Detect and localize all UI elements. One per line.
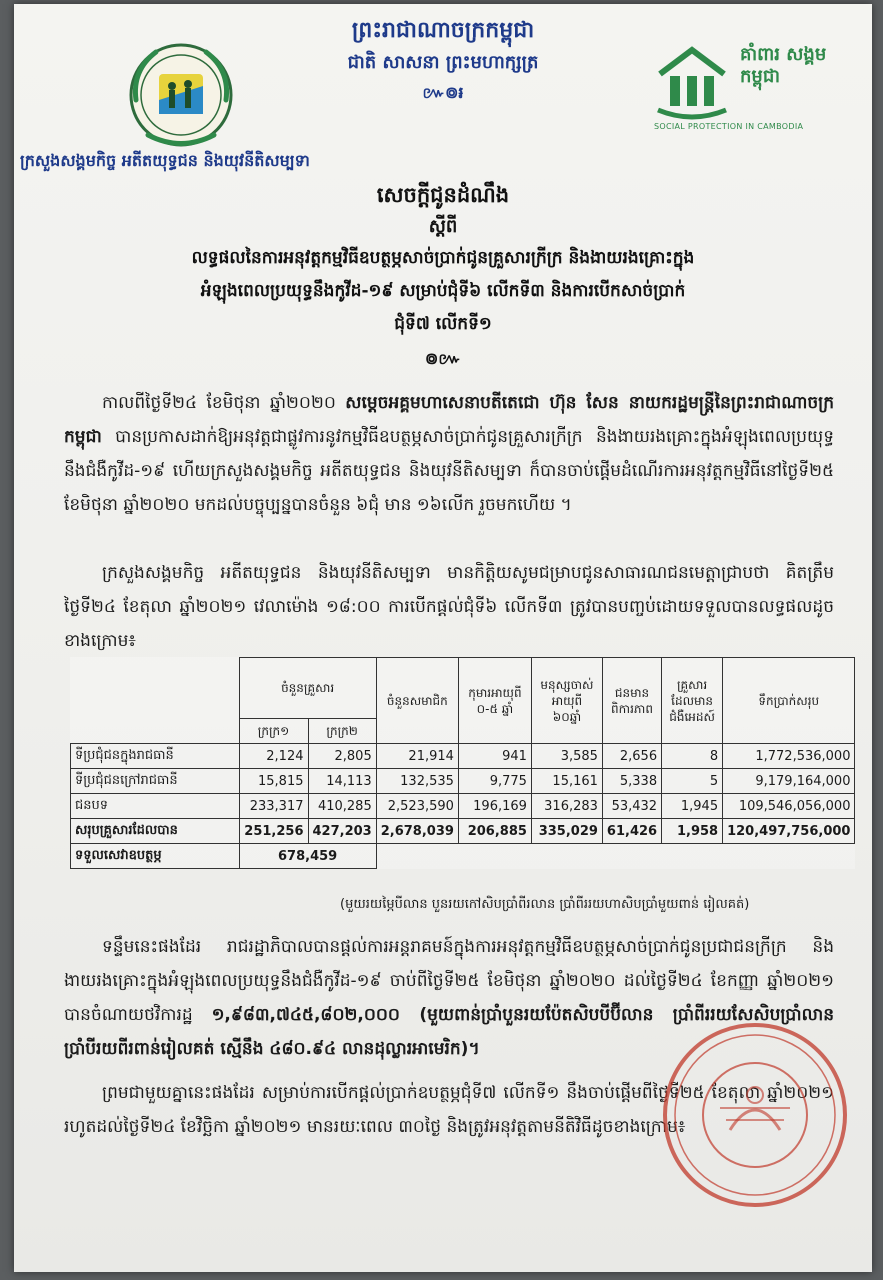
total-row-label: សរុបគ្រួសារដែលបាន — [71, 819, 240, 844]
cell-poor-2: 410,285 — [308, 794, 376, 819]
header-poor-2: ក្រក្រ២ — [308, 719, 376, 744]
intro-date: កាលពីថ្ងៃទី២៤ ខែមិថុនា ឆ្នាំ២០២០ — [102, 393, 346, 413]
cell-poor-2: 14,113 — [308, 769, 376, 794]
spending-text: ទន្ទឹមនេះផងដែរ រាជរដ្ឋាភិបាលបានផ្តល់ការអន្តរាគមន៍ក្នុងការអនុវត្តកម្មវិធីឧបត្ថម្ភសាច់ប្រាក់ជូនប្រជាជនក្រីក្រ និងងាយរងគ្រោះក្នុងអំឡុងពេលប្រយុទ្ធនឹងជំងឺកូវីដ-១៩ ចាប់ពីថ្ងៃទី២៥ ខែមិថុនា ឆ្នាំ២០២០ ដល់ថ្ងៃទី២៤ ខែកញ្ញា ឆ្នាំ២០២១ បានចំណាយថវិការដ្ឋ — [64, 937, 834, 1025]
notice-subject-line-1: លទ្ធផលនៃការអនុវត្តកម្មវិធីឧបត្ថម្ភសាច់ប្រាក់ជូនគ្រួសារក្រីក្រ និងងាយរងគ្រោះក្នុង — [191, 248, 695, 268]
paragraph-intro — [64, 386, 834, 522]
social-protection-logo — [654, 44, 834, 134]
cell-elderly: 15,161 — [531, 769, 602, 794]
cell-children: 206,885 — [458, 819, 531, 844]
results-intro-text: ក្រសួងសង្គមកិច្ច អតីតយុទ្ធជន និងយុវនីតិសម្បទា មានកិត្តិយសូមជម្រាបជូនសាធារណជនមេត្តាជ្រាបថា គិតត្រឹមថ្ងៃទី២៤ ខែតុលា ឆ្នាំ២០២១ វេលាម៉ោង ១៨:០០ ការបើកផ្តល់ជុំទី៦ លើកទី៣ ត្រូវបានបញ្ចប់ដោយទទួលបានលទ្ធផលដូចខាងក្រោម៖ — [64, 563, 834, 651]
cell-total-families: 678,459 — [239, 844, 376, 869]
table-total-row — [71, 819, 855, 844]
intro-prime-minister: សម្តេចអគ្គមហាសេនាបតីតេជោ ហ៊ុន សែន នាយករដ្ឋមន្ត្រីនៃព្រះរាជាណាចក្រកម្ពុជា — [64, 393, 835, 447]
cell-disabled: 53,432 — [602, 794, 661, 819]
notice-subject-label: ស្តីពី — [428, 216, 458, 237]
document-page — [14, 4, 872, 1272]
notice-subject-line-2: អំឡុងពេលប្រយុទ្ធនឹងកូវីដ-១៩ សម្រាប់ជុំទី៦ លើកទី៣ និងការបើកសាច់ប្រាក់ — [200, 281, 686, 301]
table-header-row — [71, 658, 855, 719]
cell-disabled: 61,426 — [602, 819, 661, 844]
header-total-money: ទឹកប្រាក់សរុប — [723, 658, 855, 744]
header-poor-1: ក្រក្រ១ — [239, 719, 308, 744]
cell-poor-1: 2,124 — [239, 744, 308, 769]
spending-amount: ១,៩៨៣,៧៤៥,៨០២,០០០ (មួយពាន់ប្រាំបួនរយប៉ែតសិបបីប៊ីលាន ប្រាំពីររយសែសិបប្រាំលាន ប្រាំបីរយពីរពាន់រៀលគត់ ស្មើនឹង ៤៨០.៩៤ លានដុល្លារអាមេរិក)។ — [64, 1005, 834, 1059]
cell-poor-1: 251,256 — [239, 819, 308, 844]
table-total-families-row — [71, 844, 855, 869]
cell-elderly: 335,029 — [531, 819, 602, 844]
paragraph-results-intro — [64, 556, 834, 658]
social-protection-house-icon — [654, 44, 730, 120]
cell-hiv: 8 — [662, 744, 723, 769]
cell-disabled: 2,656 — [602, 744, 661, 769]
cell-children: 196,169 — [458, 794, 531, 819]
table-corner-cell — [71, 658, 240, 744]
title-ornament: ៙៚ — [425, 349, 461, 368]
cell-elderly: 3,585 — [531, 744, 602, 769]
cell-elderly: 316,283 — [531, 794, 602, 819]
notice-title: សេចក្តីជូនដំណឹង — [376, 183, 510, 207]
official-seal-icon — [660, 1020, 850, 1210]
cell-hiv: 1,958 — [662, 819, 723, 844]
row-label: ទីប្រជុំជនក្នុងរាជធានី — [71, 744, 240, 769]
notice-subject-line-3: ជុំទី៧ លើកទី១ — [394, 314, 492, 334]
cell-hiv: 1,945 — [662, 794, 723, 819]
kingdom-name: ព្រះរាជាណាចក្រកម្ពុជា — [351, 18, 535, 43]
cell-members: 132,535 — [376, 769, 458, 794]
table-empty-cell — [376, 844, 855, 869]
header-hiv: គ្រួសារដែលមានជំងឺអេដស៍ — [662, 658, 723, 744]
intro-body: បានប្រកាសដាក់ឱ្យអនុវត្តជាផ្លូវការនូវកម្មវិធីឧបត្ថម្ភសាច់ប្រាក់ជូនគ្រួសារក្រីក្រ និងងាយរងគ្រោះក្នុងអំឡុងពេលប្រយុទ្ធនឹងជំងឺកូវីដ-១៩ ហើយក្រសួងសង្គមកិច្ច អតីតយុទ្ធជន និងយុវនីតិសម្បទា ក៏បានចាប់ផ្តើមដំណើរការអនុវត្តកម្មវិធីនៅថ្ងៃទី២៥ ខែមិថុនា ឆ្នាំ២០២០ មកដល់បច្ចុប្បន្នបានចំនួន ៦ជុំ មាន ១៦លើក រួចមកហើយ ។ — [64, 427, 834, 515]
cell-poor-2: 2,805 — [308, 744, 376, 769]
table-row — [71, 769, 855, 794]
cell-disabled: 5,338 — [602, 769, 661, 794]
cell-members: 21,914 — [376, 744, 458, 769]
cell-money: 109,546,056,000 — [723, 794, 855, 819]
cell-money: 9,179,164,000 — [723, 769, 855, 794]
cell-money: 1,772,536,000 — [723, 744, 855, 769]
cell-money: 120,497,756,000 — [723, 819, 855, 844]
logo-khmer-text: គាំពារ សង្គម កម្ពុជា — [740, 44, 827, 87]
ministry-name: ក្រសួងសង្គមកិច្ច អតីតយុទ្ធជន និងយុវនីតិសម្បទា — [20, 151, 310, 170]
header-families: ចំនួនគ្រួសារ — [239, 658, 376, 719]
total-row-label-2: ទទួលសេវាឧបត្ថម្ភ — [71, 844, 240, 869]
header-disabled: ជនមានពិការភាព — [602, 658, 661, 744]
total-in-words-note: (មួយរយម្ភៃបីលាន បួនរយកៅសិបប្រាំពីរលាន ប្រាំពីររយហាសិបប្រាំមួយពាន់ រៀលគត់) — [340, 897, 750, 912]
cell-members: 2,523,590 — [376, 794, 458, 819]
next-round-text: ព្រមជាមួយគ្នានេះផងដែរ សម្រាប់ការបើកផ្តល់ប្រាក់ឧបត្ថម្ភជុំទី៧ លើកទី១ នឹងចាប់ផ្តើមពីថ្ងៃទី២៥ ខែតុលា ឆ្នាំ២០២១ រហូតដល់ថ្ងៃទី២៤ ខែវិច្ឆិកា ឆ្នាំ២០២១ មានរយៈពេល ៣០ថ្ងៃ និងត្រូវអនុវត្តតាមនីតិវិធីដូចខាងក្រោម៖ — [64, 1083, 834, 1137]
cell-poor-1: 15,815 — [239, 769, 308, 794]
table-row — [71, 794, 855, 819]
cell-poor-2: 427,203 — [308, 819, 376, 844]
header-members: ចំនួនសមាជិក — [376, 658, 458, 744]
logo-caption: SOCIAL PROTECTION IN CAMBODIA — [654, 122, 804, 131]
cell-members: 2,678,039 — [376, 819, 458, 844]
cell-children: 9,775 — [458, 769, 531, 794]
national-motto: ជាតិ សាសនា ព្រះមហាក្សត្រ — [347, 52, 539, 73]
table-row — [71, 744, 855, 769]
cell-hiv: 5 — [662, 769, 723, 794]
row-label: ជនបទ — [71, 794, 240, 819]
results-table — [70, 657, 855, 869]
header-children: កុមារអាយុពី ០-៥ ឆ្នាំ — [458, 658, 531, 744]
header-elderly: មនុស្សចាស់អាយុពី ៦០ឆ្នាំ — [531, 658, 602, 744]
header-ornament: ៚៙៛ — [422, 83, 464, 102]
cell-poor-1: 233,317 — [239, 794, 308, 819]
cell-children: 941 — [458, 744, 531, 769]
row-label: ទីប្រជុំជនក្រៅរាជធានី — [71, 769, 240, 794]
